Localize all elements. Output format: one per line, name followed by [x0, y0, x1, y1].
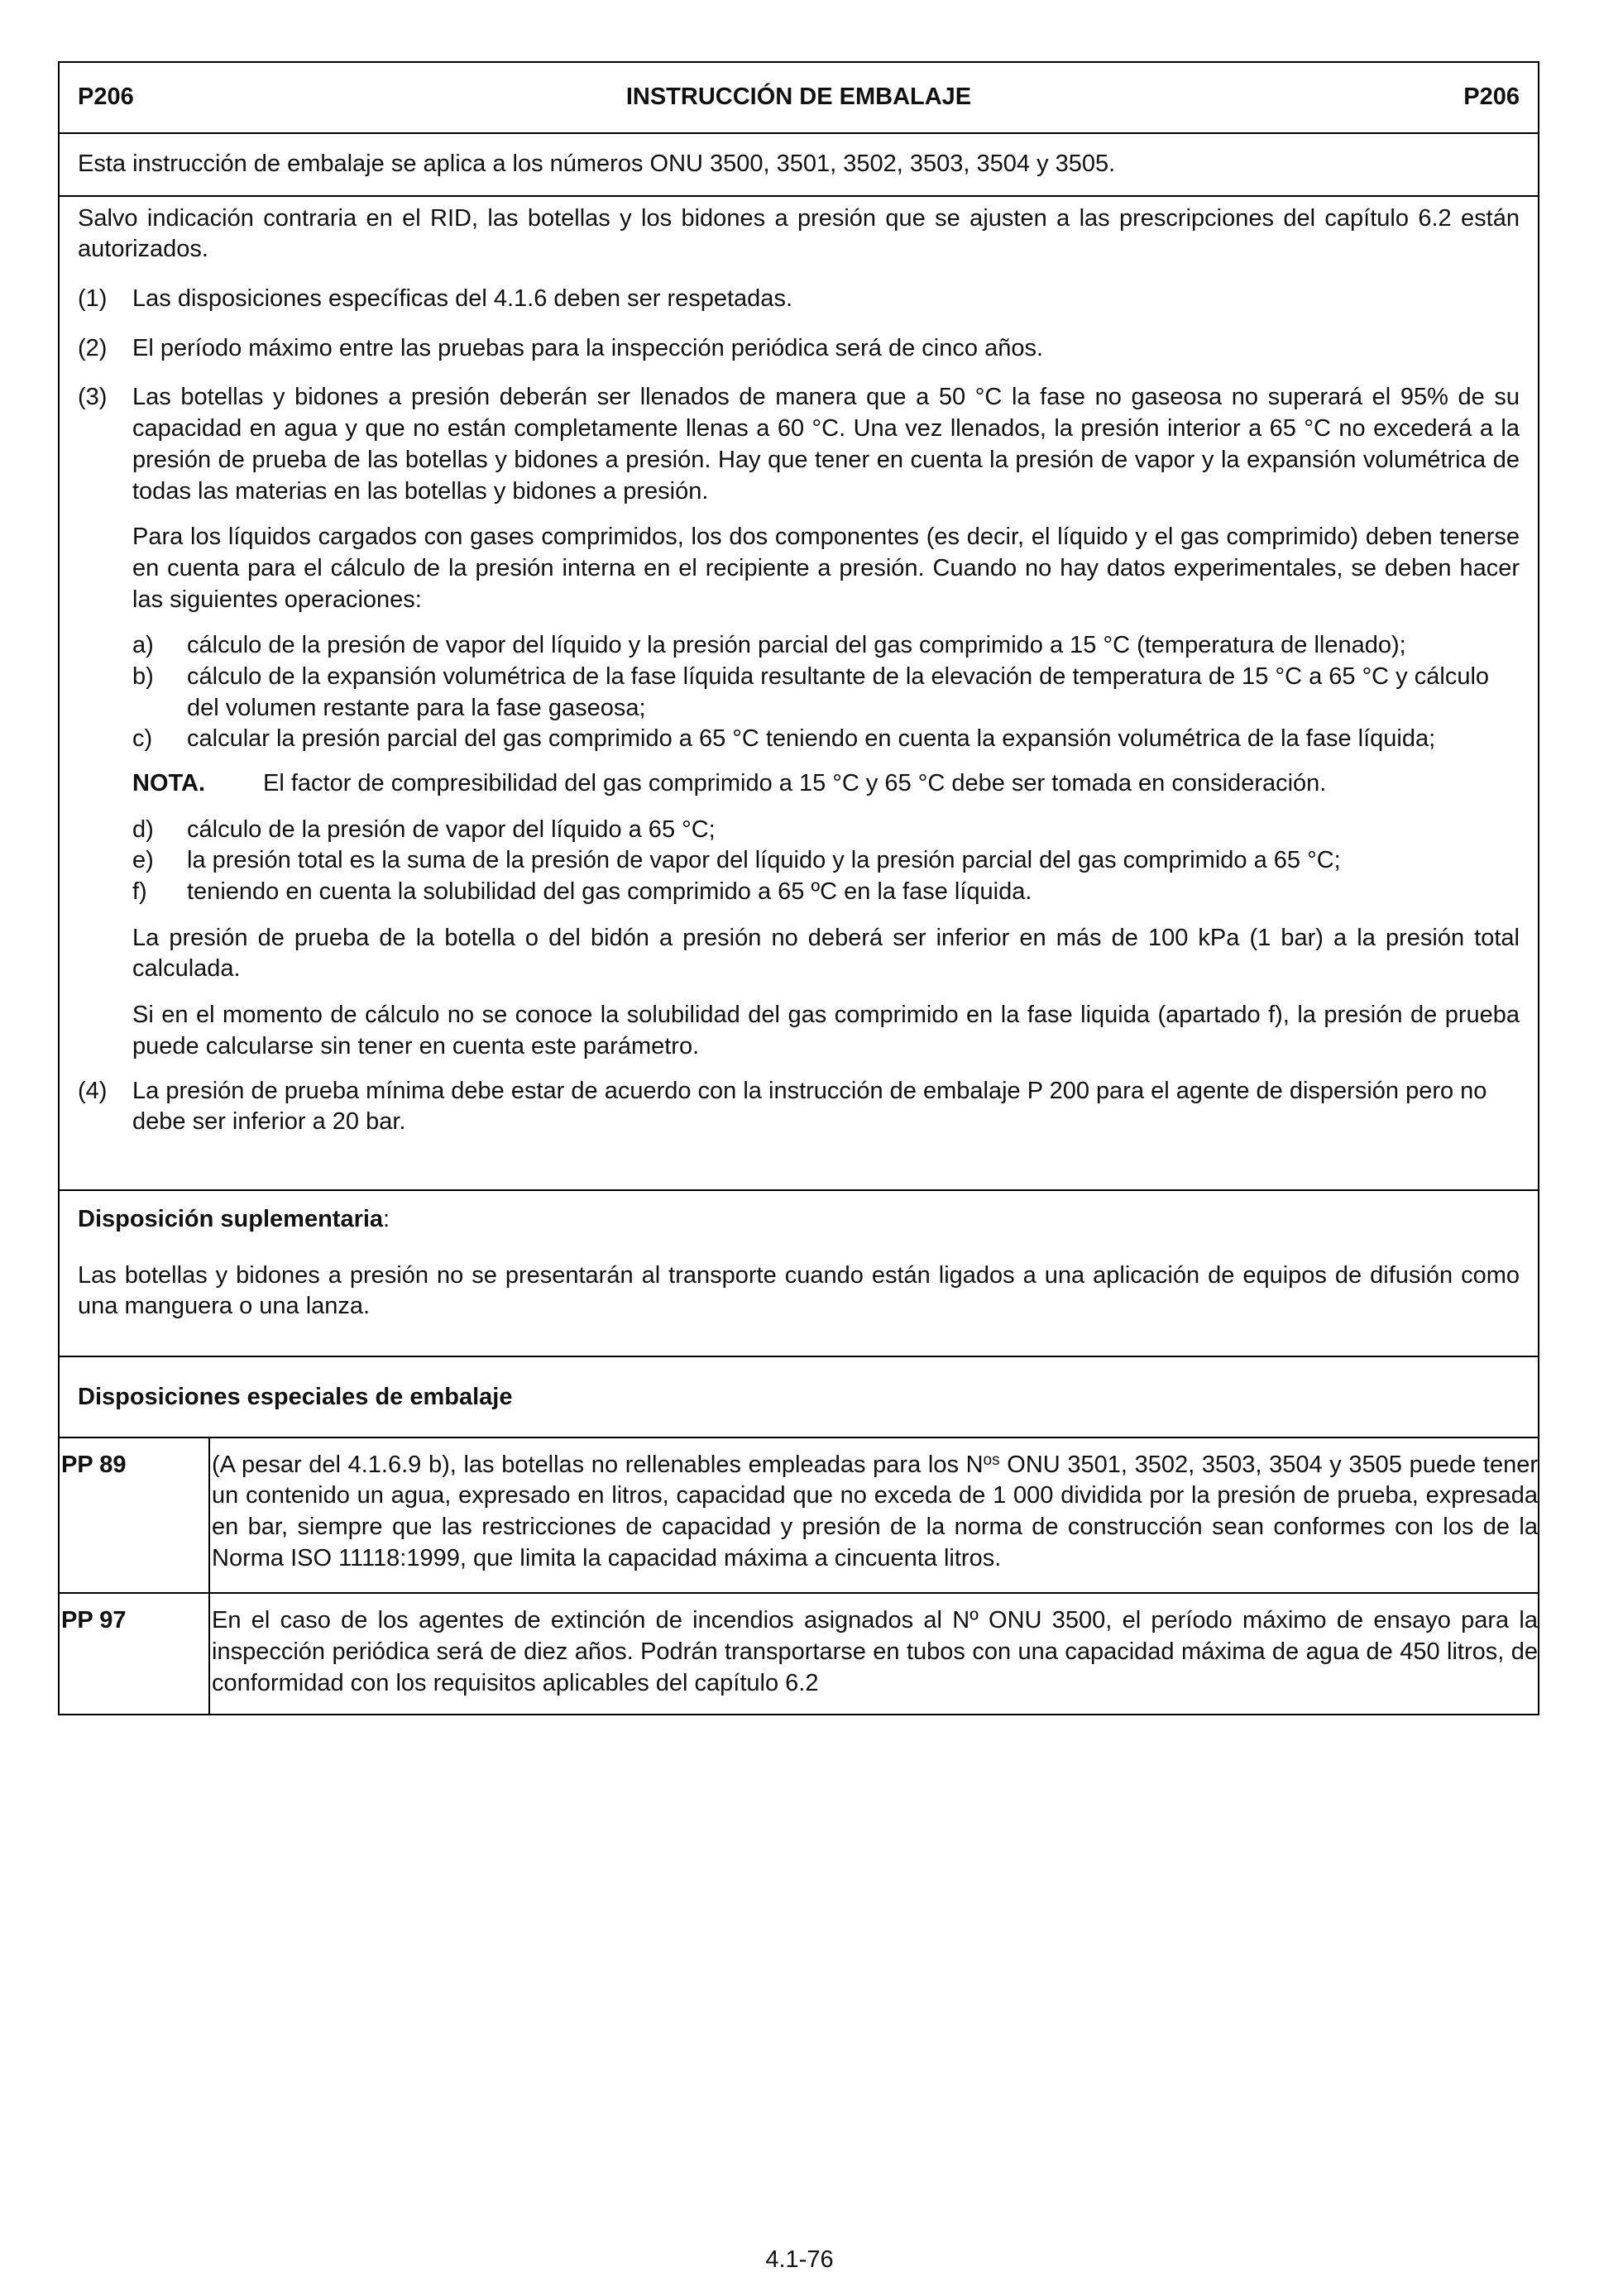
item-3-paragraph-4: Si en el momento de cálculo no se conoce la solubilidad del gas comprimido en la fase liquida (apartado f), la presión de prueba puede calcularse sin tener en cuenta este parámetro.	[132, 1002, 1520, 1060]
list-text: calcular la presión parcial del gas comprimido a 65 °C teniendo en cuenta la expansión volumétrica de la fase líquida;	[187, 725, 1436, 753]
item-3-paragraph-2: Para los líquidos cargados con gases comprimidos, los dos componentes (es decir, el líquido y el gas comprimido) deben tenerse en cuenta para el cálculo de la presión interna en el recipiente a presión. Cuando no hay datos experimentales, se deben hacer las siguientes operaciones:	[132, 524, 1520, 613]
supplementary-text: Las botellas y bidones a presión no se presentarán al transporte cuando están ligados a una aplicación de equipos de difusión como una manguera o una lanza.	[78, 1261, 1520, 1320]
item-1	[78, 284, 1520, 315]
scope-section	[60, 134, 1538, 197]
note	[132, 768, 1520, 800]
packing-instruction-table	[58, 61, 1539, 1715]
list-item	[132, 815, 1520, 846]
item-number: (2)	[78, 334, 108, 361]
list-marker: f)	[132, 878, 147, 906]
provision-text-part: ONU 3501, 3502, 3503, 3504 y 3505 puede tener un contenido un agua, expresado en litros, capacidad que no exceda de 1 000 dividida por la presión de prueba, expresada en bar, siempre que las restricciones de capacidad y presión de la norma de construcción sean conformes con los de la Norma ISO 11118:1999, que limita la capacidad máxima a cincuenta litros.	[212, 1451, 1538, 1571]
item-4	[78, 1076, 1520, 1138]
scope-text: Esta instrucción de embalaje se aplica a los números ONU 3500, 3501, 3502, 3503, 3504 y 3505.	[78, 151, 1116, 177]
note-label: NOTA.	[132, 770, 206, 796]
list-text: cálculo de la expansión volumétrica de la fase líquida resultante de la elevación de temperatura de 15 °C a 65 °C y cálculo del volumen restante para la fase gaseosa;	[187, 662, 1490, 721]
list-marker: a)	[132, 632, 154, 659]
code-left: P206	[78, 84, 134, 111]
provision-text-part: (A pesar del 4.1.6.9 b), las botellas no rellenables empleadas para los N	[212, 1451, 984, 1478]
superscript: os	[983, 1451, 1000, 1469]
provision-row-pp97	[60, 1592, 1538, 1714]
table-header	[60, 63, 1538, 134]
supplementary-colon: :	[383, 1205, 390, 1232]
operations-list-continued	[132, 815, 1520, 908]
list-marker: c)	[132, 725, 153, 753]
item-number: (4)	[78, 1077, 108, 1104]
list-text: la presión total es la suma de la presión de vapor del líquido y la presión parcial del gas comprimido a 65 °C;	[187, 847, 1341, 874]
item-text: La presión de prueba mínima debe estar de acuerdo con la instrucción de embalaje P 200 para el agente de dispersión pero no debe ser inferior a 20 bar.	[132, 1077, 1487, 1136]
supplementary-section	[60, 1191, 1538, 1357]
item-text: El período máximo entre las pruebas para la inspección periódica será de cinco años.	[132, 334, 1044, 361]
item-text: Las botellas y bidones a presión deberán ser llenados de manera que a 50 °C la fase no gaseosa no superará el 95% de su capacidad en agua y que no están completamente llenas a 60 °C. Una vez llenados, la presión interior a 65 °C no excederá a la presión de prueba de las botellas y bidones a presión. Hay que tener en cuenta la presión de vapor y la expansión volumétrica de todas las materias en las botellas y bidones a presión.	[132, 384, 1520, 505]
item-number: (3)	[78, 384, 108, 411]
list-text: teniendo en cuenta la solubilidad del gas comprimido a 65 ºC en la fase líquida.	[187, 878, 1032, 906]
operations-list	[132, 630, 1520, 755]
code-right: P206	[1463, 84, 1520, 111]
supplementary-title: Disposición suplementaria	[78, 1205, 384, 1232]
item-3-paragraph-3: La presión de prueba de la botella o del bidón a presión no deberá ser inferior en más de 100 kPa (1 bar) a la presión total calculada.	[132, 924, 1520, 983]
supplementary-heading	[78, 1204, 1520, 1236]
list-item	[132, 630, 1520, 662]
note-text: El factor de compresibilidad del gas comprimido a 15 °C y 65 °C debe ser tomada en consideración.	[263, 770, 1327, 796]
item-3	[78, 382, 1520, 1062]
table-title: INSTRUCCIÓN DE EMBALAJE	[625, 84, 972, 111]
item-number: (1)	[78, 285, 108, 313]
list-marker: b)	[132, 662, 154, 690]
list-text: cálculo de la presión de vapor del líquido y la presión parcial del gas comprimido a 15 °C (temperatura de llenado);	[187, 632, 1406, 659]
list-text: cálculo de la presión de vapor del líquido a 65 °C;	[187, 816, 716, 843]
list-item	[132, 877, 1520, 908]
provision-row-pp89	[60, 1437, 1538, 1593]
item-2	[78, 333, 1520, 365]
provision-text	[210, 1438, 1538, 1593]
special-provisions-title: Disposiciones especiales de embalaje	[78, 1383, 513, 1410]
provision-text: En el caso de los agentes de extinción de incendios asignados al Nº ONU 3500, el período máximo de ensayo para la inspección periódica será de diez años. Podrán transportarse en tubos con una capacidad máxima de agua de 450 litros, de conformidad con los requisitos aplicables del capítulo 6.2	[212, 1607, 1538, 1696]
list-item	[132, 724, 1520, 755]
main-section	[60, 197, 1538, 1191]
item-text: Las disposiciones específicas del 4.1.6 deben ser respetadas.	[132, 285, 792, 313]
special-provisions-section	[60, 1357, 1538, 1715]
provision-code: PP 97	[60, 1594, 210, 1714]
list-marker: d)	[132, 816, 154, 843]
list-item	[132, 662, 1520, 724]
page-number: 4.1-76	[765, 2246, 834, 2273]
intro-text: Salvo indicación contraria en el RID, las botellas y los bidones a presión que se ajusten a las prescripciones del capítulo 6.2 están autorizados.	[78, 204, 1520, 263]
list-item	[132, 845, 1520, 877]
list-marker: e)	[132, 847, 154, 874]
provision-code: PP 89	[60, 1438, 210, 1593]
